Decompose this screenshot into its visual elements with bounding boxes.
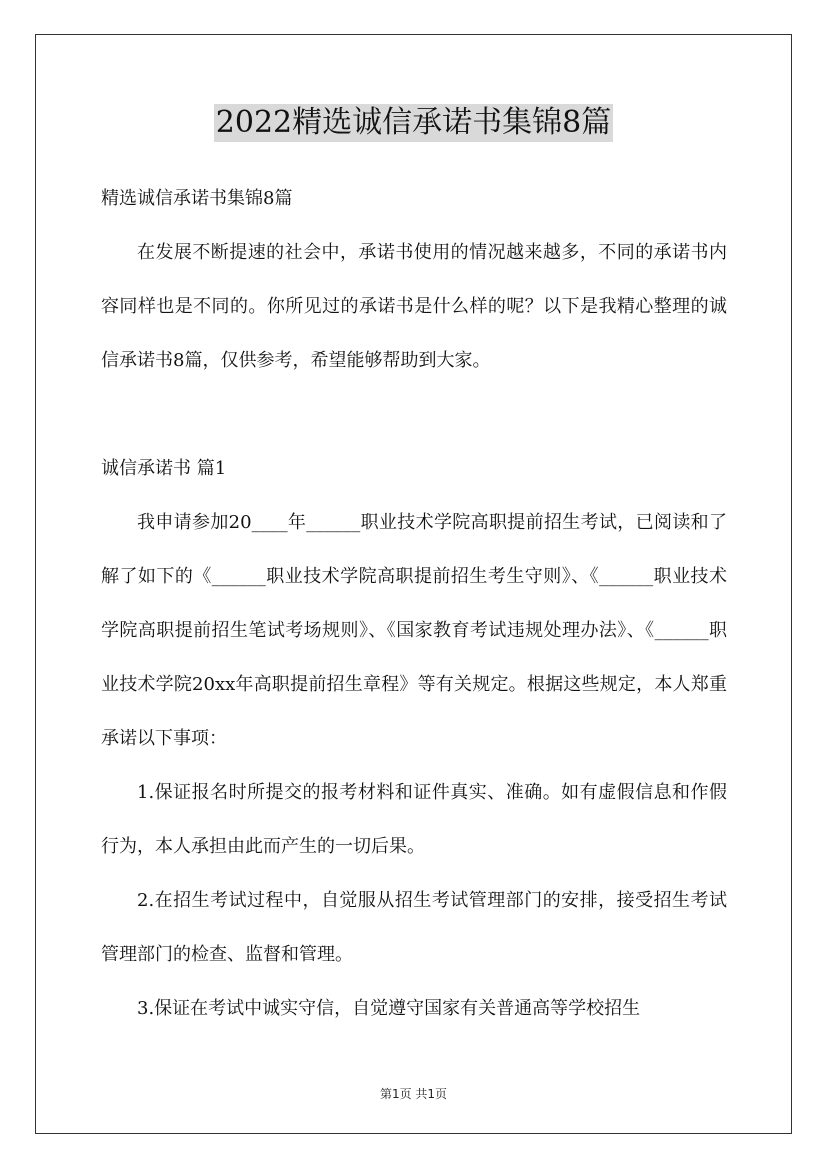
list-item-1: 1.保证报名时所提交的报考材料和证件真实、准确。如有虚假信息和作假行为，本人承担由此而产生的一切后果。 (101, 782, 727, 857)
document-subtitle: 精选诚信承诺书集锦8篇 (101, 188, 293, 209)
list-item-3: 3.保证在考试中诚实守信，自觉遵守国家有关普通高等学校招生 (137, 998, 641, 1019)
document-body (101, 172, 727, 1036)
page-footer: 第1页 共1页 (379, 1087, 448, 1101)
document-title: 2022精选诚信承诺书集锦8篇 (215, 105, 612, 140)
intro-paragraph: 在发展不断提速的社会中，承诺书使用的情况越来越多，不同的承诺书内容同样也是不同的。你所见过的承诺书是什么样的呢？以下是我精心整理的诚信承诺书8篇，仅供参考，希望能够帮助到大家。 (101, 242, 727, 371)
title-wrap (0, 104, 827, 142)
list-item-2: 2.在招生考试过程中，自觉服从招生考试管理部门的安排，接受招生考试管理部门的检查、监督和管理。 (101, 890, 727, 965)
section-heading: 诚信承诺书 篇1 (101, 458, 227, 479)
body-paragraph: 我申请参加20____年______职业技术学院高职提前招生考试，已阅读和了解了如下的《______职业技术学院高职提前招生考生守则》、《______职业技术学院高职提前招生笔试考场规则》、《国家教育考试违规处理办法》、《______职业技术学院20xx年高职提前招生章程》等有关规定。根据这些规定，本人郑重承诺以下事项： (101, 512, 727, 749)
spacer (101, 388, 727, 442)
